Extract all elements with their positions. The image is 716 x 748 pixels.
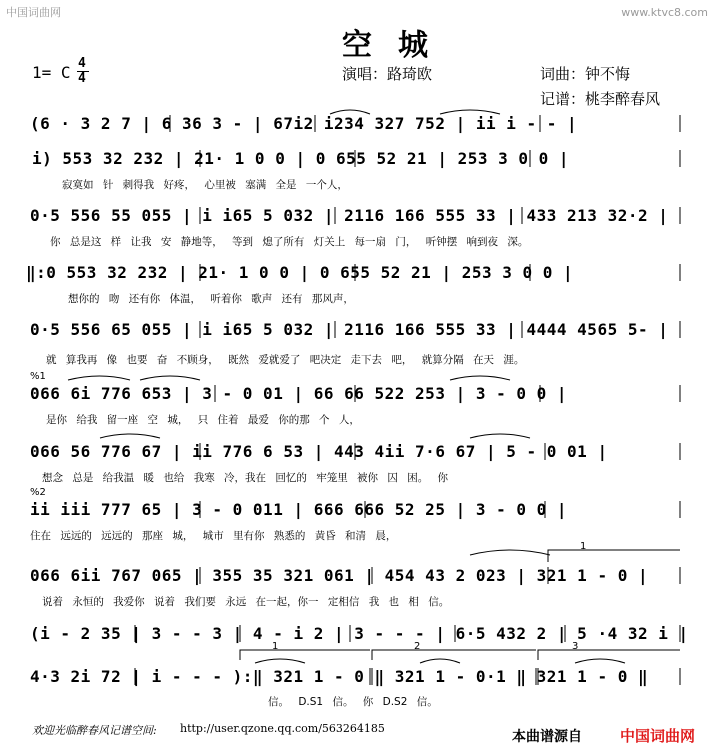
lyrics-system-8: 住在 远远的 远远的 那座 城， 城市 里有你 熟悉的 黄昏 和清 晨， [30,530,397,542]
time-signature-top: 4 [78,56,86,71]
footer-visit-text: 欢迎光临醉春风记谱空间: [32,724,157,737]
watermark-left: 中国词曲网 [6,6,61,19]
transcriber: 记谱：桃李醉春风 [540,90,661,108]
score-system-10: (i - 2 35 | 3 - - 3 | 4 - i 2 | 3 - - - | 6·5 432 2 | 5 ·4 32 i | [30,624,689,643]
volta-number-a: 1 [580,541,587,552]
score-system-4: ‖:0 553 32 232 | 21· 1 0 0 | 0 655 52 21 | 253 3 0 0 | [26,263,574,282]
lyrics-system-6: 是你 给我 留一座 空 城， 只 住着 最爱 你的那 个 人， [46,414,360,426]
volta-number-3: 3 [572,641,579,652]
volta-number-2: 2 [414,641,421,652]
composer: 词曲：钟不悔 [540,65,631,83]
lyrics-system-11: 信。 D.S1 信。 你 D.S2 信。 [268,696,438,708]
score-system-11: 4·3 2i 72 | i - - - ):‖ 321 1 - 0 ‖ 321 1 - 0·1 ‖ 321 1 - 0 ‖ [30,667,649,686]
lyrics-system-7: 想念 总是 给我温 暖 也给 我寒 冷，我在 回忆的 牢笼里 被你 囚 困。 你 [42,472,449,484]
score-system-9: 066 6ii 767 065 | 355 35 321 061 | 454 43 2 023 | 321 1 - 0 | [30,566,649,585]
lyrics-system-3: 你 总是这 样 让我 安 静地等， 等到 熄了所有 灯关上 每一扇 门， 听钟摆 响到夜 深。 [50,236,529,248]
segno-mark-1: %1 [30,371,46,382]
lyrics-system-4: 想你的 吻 还有你 体温， 听着你 歌声 还有 那风声， [68,293,354,305]
segno-mark-2: %2 [30,487,46,498]
score-system-3: 0·5 556 55 055 | i i65 5 032 | 2116 166 555 33 | 433 213 32·2 | [30,206,669,225]
time-signature-bottom: 4 [78,71,86,86]
lyrics-system-9: 说着 永恒的 我爱你 说着 我们要 永远 在一起，你一 定相信 我 也 相 信。 [42,596,450,608]
lyrics-system-2: 寂寞如 针 刺得我 好疼， 心里被 塞满 全是 一个人， [62,179,348,191]
key-signature: 1= C [32,63,71,82]
footer-source: 本曲谱源自 [512,729,582,745]
score-system-6: 066 6i 776 653 | 3 - 0 01 | 66 66 522 253 | 3 - 0 0 | [30,384,568,403]
score-system-7: 066 56 776 67 | ii 776 6 53 | 443 4ii 7·6 67 | 5 - 0 01 | [30,442,608,461]
footer-logo[interactable]: 中国词曲网 [620,727,696,745]
score-system-5: 0·5 556 65 055 | i i65 5 032 | 2116 166 555 33 | 4444 4565 5- | [30,320,669,339]
watermark-right: www.ktvc8.com [621,6,708,19]
score-system-1: (6 · 3 2 7 | 6 36 3 - | 67i2 i234 327 752 | ii i - - | [30,114,578,133]
volta-number-1: 1 [272,641,279,652]
song-title: 空城 [342,28,454,63]
score-system-8: ii iii 777 65 | 3 - 0 011 | 666 666 52 25 | 3 - 0 0 | [30,500,568,519]
singer: 演唱：路琦欧 [342,65,433,83]
lyrics-system-5: 就 算我再 像 也要 奋 不顾身， 既然 爱就爱了 吧决定 走下去 吧， 就算分隔 在天 涯。 [46,354,525,366]
footer-url[interactable]: http://user.qzone.qq.com/563264185 [180,722,385,735]
score-system-2: i) 553 32 232 | 21· 1 0 0 | 0 655 52 21 | 253 3 0 0 | [32,149,570,168]
